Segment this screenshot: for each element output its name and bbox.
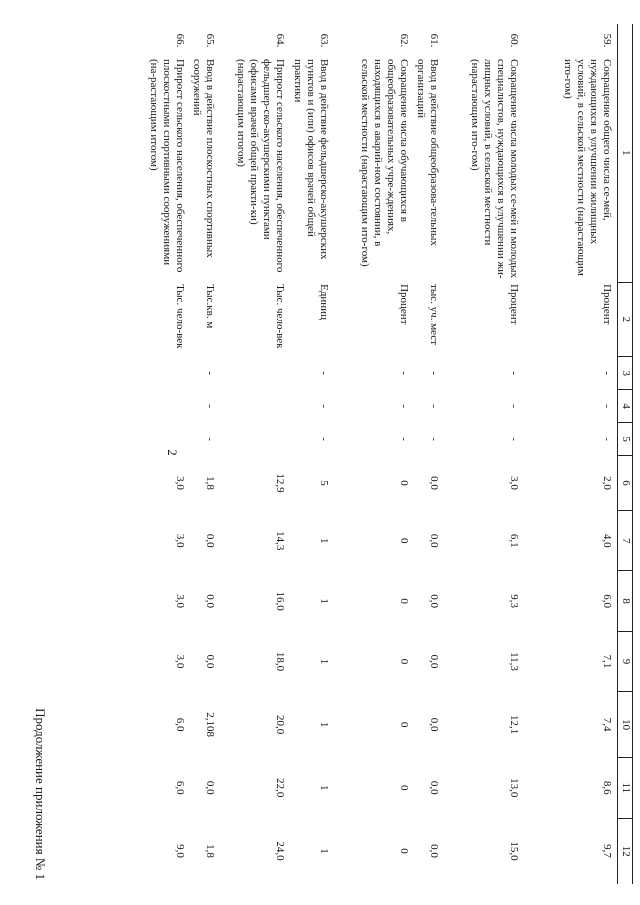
header-row bbox=[618, 24, 633, 884]
unit: Тыс.кв. м bbox=[204, 284, 217, 329]
header-cell-11: 11 bbox=[618, 758, 633, 818]
cell-8: 3,0 bbox=[174, 594, 187, 608]
cell-10: 0 bbox=[398, 721, 411, 728]
cell-8: 0,0 bbox=[204, 594, 217, 608]
cell-6: 3,0 bbox=[508, 476, 521, 490]
cell-9: 18,0 bbox=[274, 651, 287, 672]
cell-6: 1,8 bbox=[204, 476, 217, 490]
cell-12: 1 bbox=[318, 848, 331, 854]
header-cell-1: 1 bbox=[618, 24, 633, 282]
cell-11: 0 bbox=[398, 785, 411, 791]
cell-5 bbox=[221, 423, 291, 456]
unit: Процент bbox=[508, 284, 521, 325]
cell-8: 6,0 bbox=[601, 594, 613, 608]
header-cell-4: 4 bbox=[618, 390, 633, 423]
cell-11: 8,6 bbox=[601, 780, 613, 795]
cell-10: 6,0 bbox=[174, 717, 187, 732]
header-cell-10: 10 bbox=[618, 692, 633, 758]
cell-10: 2,108 bbox=[204, 712, 217, 738]
cell-10: 12,1 bbox=[508, 715, 521, 735]
cell-7: 0,0 bbox=[428, 533, 441, 548]
cell-6: 0,0 bbox=[428, 476, 441, 490]
indicator-name: Ввод в действие плоскостных спортивных сооружений bbox=[191, 58, 217, 258]
cell-6: 0 bbox=[398, 480, 411, 486]
header-cell-9: 9 bbox=[618, 631, 633, 691]
cell-5: - bbox=[204, 437, 217, 441]
row-number: 65. bbox=[204, 33, 217, 48]
indicator-name: Прирост сельского населения, обеспеченного плоскостными спортивными сооружениями (на-растающим итогом) bbox=[148, 58, 187, 273]
cell-11: 22,0 bbox=[274, 778, 287, 798]
cell-7: 0,0 bbox=[204, 533, 217, 548]
cell-3: - bbox=[601, 371, 613, 376]
cell-5: - bbox=[601, 437, 613, 441]
cell-3: - bbox=[318, 371, 331, 376]
unit: Процент bbox=[601, 284, 613, 325]
cell-9: 1 bbox=[318, 658, 331, 665]
cell-7: 0 bbox=[398, 537, 411, 544]
row-number: 60. bbox=[508, 33, 521, 48]
cell-7: 4,0 bbox=[601, 533, 613, 548]
cell-4: - bbox=[398, 404, 411, 408]
cell-3 bbox=[133, 357, 191, 390]
cell-3: - bbox=[508, 371, 521, 376]
cell-4 bbox=[221, 390, 291, 423]
cell-5: - bbox=[398, 437, 411, 441]
cell-9: 0 bbox=[398, 658, 411, 665]
unit: Тыс. чело-век bbox=[274, 284, 287, 349]
header-cell-8: 8 bbox=[618, 571, 633, 631]
cell-8: 16,0 bbox=[274, 591, 287, 611]
cell-10: 1 bbox=[318, 721, 331, 728]
cell-12: 9,7 bbox=[601, 844, 613, 858]
cell-5 bbox=[133, 423, 191, 456]
indicator-name: Сокращение числа молодых се-мей и молодых специалистов, нуждающихся в улучшении жи-лищных условий, в сельской местности (нарастающим ито-гом) bbox=[469, 58, 521, 279]
unit: Единиц bbox=[318, 284, 331, 320]
cell-12: 0 bbox=[398, 848, 411, 854]
header-cell-6: 6 bbox=[618, 456, 633, 511]
row-number: 66. bbox=[174, 33, 187, 48]
indicator-name: Ввод в действие общеобразова-тельных организаций bbox=[415, 58, 441, 246]
cell-12: 24,0 bbox=[274, 841, 287, 861]
cell-5: - bbox=[428, 437, 441, 441]
row-number: 59. bbox=[601, 33, 613, 48]
cell-7: 1 bbox=[318, 537, 331, 544]
cell-4: - bbox=[601, 404, 613, 408]
header-cell-5: 5 bbox=[618, 423, 633, 456]
cell-5: - bbox=[508, 437, 521, 441]
cell-10: 7,4 bbox=[601, 717, 613, 732]
header-cell-2: 2 bbox=[618, 282, 633, 357]
cell-7: 3,0 bbox=[174, 533, 187, 548]
cell-8: 0 bbox=[398, 598, 411, 604]
table-row bbox=[415, 24, 445, 884]
indicator-name: Сокращение числа обучающихся в общеобразовательных учре-ждениях, находящихся в аварий-ном состоянии, в сельской местности (нарастающим ито-гом) bbox=[359, 58, 411, 267]
cell-10: 20,0 bbox=[274, 715, 287, 735]
table-row bbox=[445, 24, 525, 884]
table-row bbox=[221, 24, 291, 884]
cell-11: 0,0 bbox=[428, 780, 441, 795]
cell-6: 2,0 bbox=[601, 476, 613, 490]
cell-9: 0,0 bbox=[204, 654, 217, 669]
cell-7: 6,1 bbox=[508, 533, 521, 548]
unit: Тыс. чело-век bbox=[174, 284, 187, 349]
cell-9: 0,0 bbox=[428, 654, 441, 669]
cell-6: 3,0 bbox=[174, 476, 187, 490]
cell-8: 9,3 bbox=[508, 594, 521, 608]
cell-9: 11,3 bbox=[508, 652, 521, 671]
cell-4: - bbox=[508, 404, 521, 408]
continuation-caption: Продолжение приложения № 1 bbox=[33, 708, 48, 880]
header-cell-3: 3 bbox=[618, 357, 633, 390]
cell-11: 0,0 bbox=[204, 780, 217, 795]
cell-12: 15,0 bbox=[508, 841, 521, 861]
page-number: 2 bbox=[165, 449, 180, 456]
row-number: 63. bbox=[318, 33, 331, 48]
row-number: 62. bbox=[398, 33, 411, 48]
indicators-table bbox=[133, 24, 634, 884]
cell-4 bbox=[133, 390, 191, 423]
row-number: 64. bbox=[274, 33, 287, 48]
header-cell-12: 12 bbox=[618, 818, 633, 884]
cell-3: - bbox=[428, 371, 441, 376]
cell-4: - bbox=[204, 404, 217, 408]
cell-6: 12,9 bbox=[274, 473, 287, 493]
cell-12: 1,8 bbox=[204, 844, 217, 858]
table-row bbox=[525, 24, 618, 884]
indicator-name: Прирост сельского населения, обеспеченного фельдшер-ско-акушерскими пунктами (офисами врачей общей практи-ки) (нарастающим итогом) bbox=[235, 58, 287, 273]
cell-11: 6,0 bbox=[174, 780, 187, 795]
cell-12: 9,0 bbox=[174, 844, 187, 858]
unit: тыс. уч. мест bbox=[428, 284, 441, 346]
cell-8: 0,0 bbox=[428, 594, 441, 608]
cell-5: - bbox=[318, 437, 331, 441]
header-cell-7: 7 bbox=[618, 510, 633, 570]
cell-12: 0,0 bbox=[428, 844, 441, 858]
cell-8: 1 bbox=[318, 598, 331, 604]
cell-3: - bbox=[204, 371, 217, 376]
cell-7: 14,3 bbox=[274, 531, 287, 551]
cell-10: 0,0 bbox=[428, 717, 441, 732]
indicator-name: Ввод в действие фельдшерско-акушерских пунктов и (или) офисов врачей общей практики bbox=[292, 58, 331, 260]
cell-4: - bbox=[318, 404, 331, 408]
table-row bbox=[133, 24, 191, 884]
cell-9: 3,0 bbox=[174, 654, 187, 669]
indicator-name: Сокращение общего числа се-мей, нуждающихся в улучшении жилищных условий, в сельской местности (нарастающим ито-гом) bbox=[562, 58, 613, 276]
cell-4: - bbox=[428, 404, 441, 408]
cell-11: 1 bbox=[318, 785, 331, 791]
cell-9: 7,1 bbox=[601, 654, 613, 669]
cell-3: - bbox=[398, 371, 411, 376]
cell-3 bbox=[221, 357, 291, 390]
cell-11: 13,0 bbox=[508, 778, 521, 798]
table-row bbox=[335, 24, 415, 884]
unit: Процент bbox=[398, 284, 411, 325]
row-number: 61. bbox=[428, 33, 441, 48]
table-row bbox=[291, 24, 335, 884]
cell-6: 5 bbox=[318, 480, 331, 486]
table-row bbox=[191, 24, 221, 884]
